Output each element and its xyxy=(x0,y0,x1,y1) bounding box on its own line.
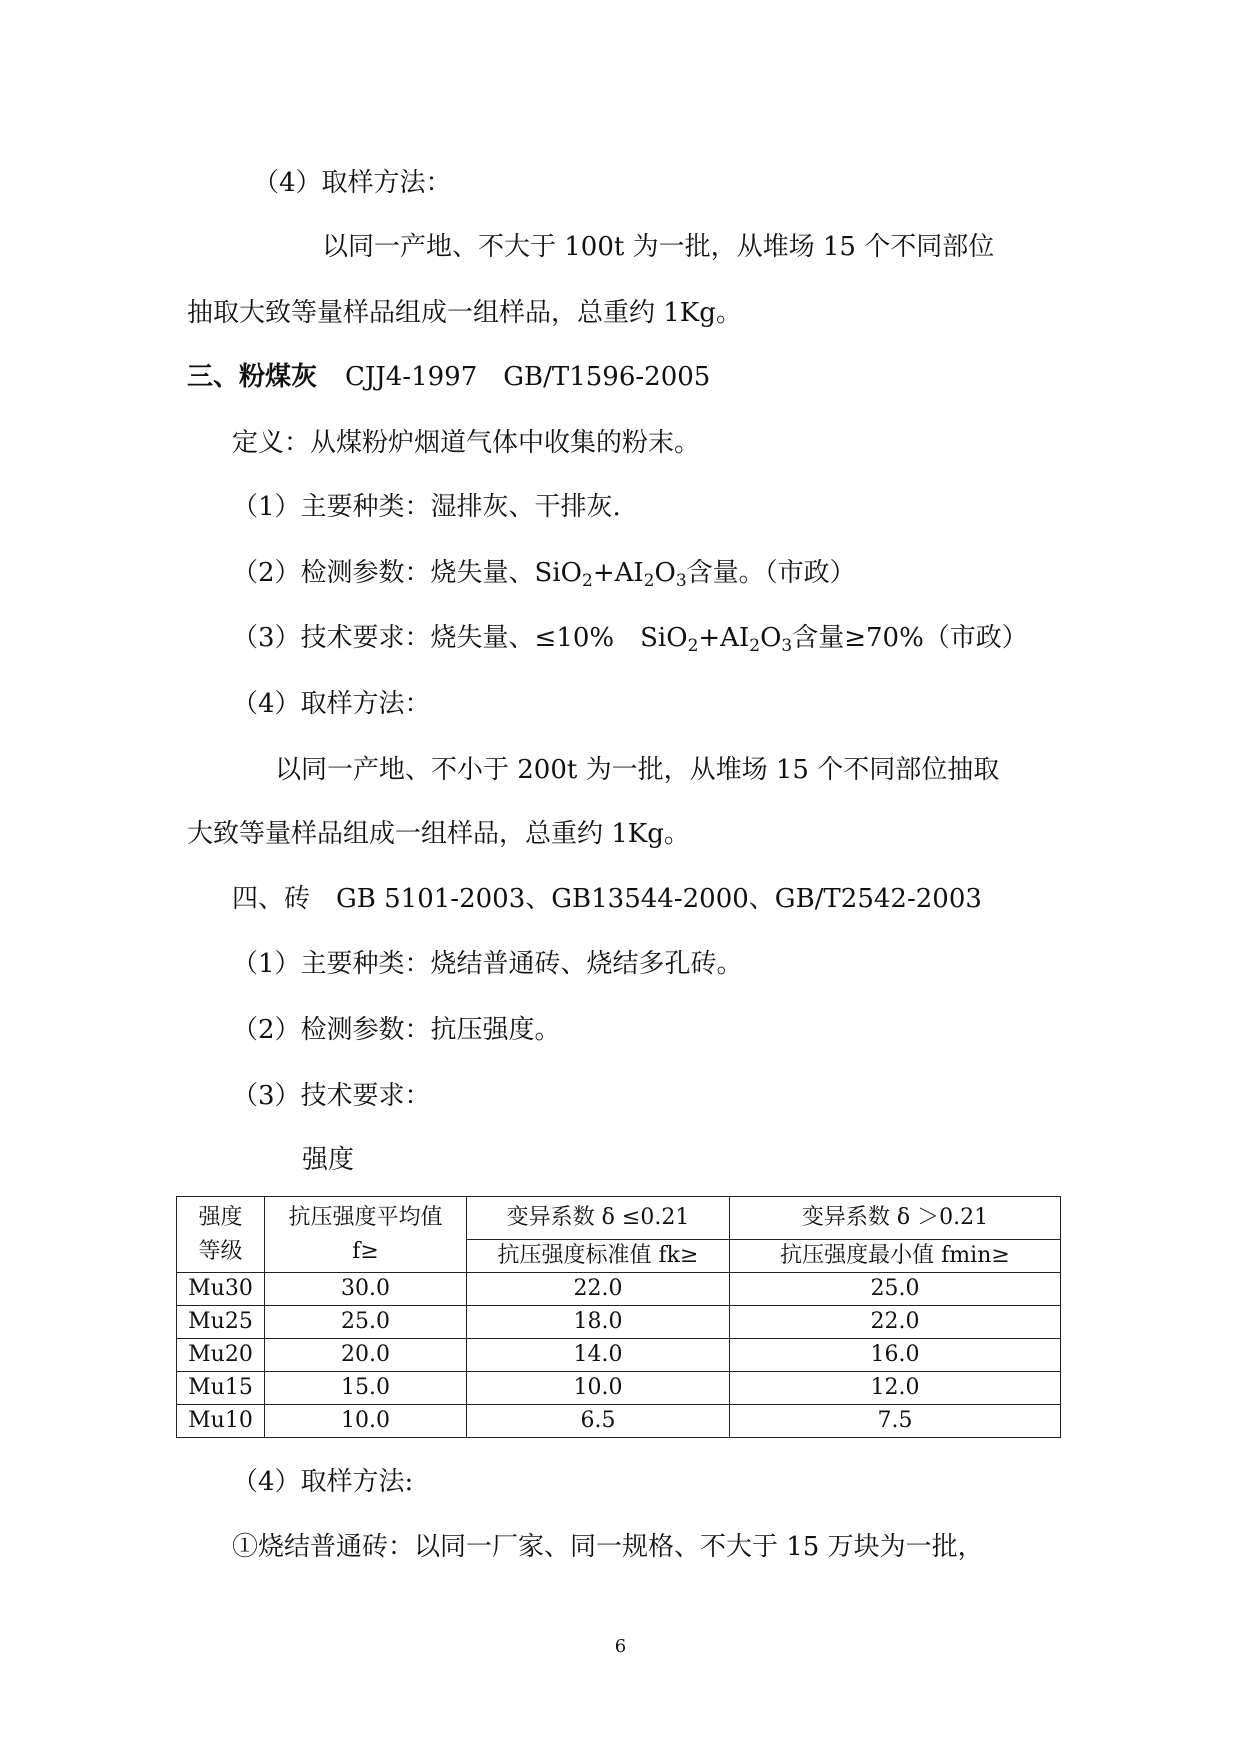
section-heading-fly-ash xyxy=(187,360,710,394)
list-item: （3）技术要求： xyxy=(232,1081,431,1111)
table-row: Mu25 25.0 18.0 22.0 xyxy=(177,1306,1061,1339)
paragraph-line: ①烧结普通砖：以同一厂家、同一规格、不大于 15 万块为一批， xyxy=(232,1532,984,1562)
list-item: （2）检测参数：抗压强度。 xyxy=(232,1015,561,1045)
list-item: （4）取样方法： xyxy=(232,689,431,719)
table-row: Mu20 20.0 14.0 16.0 xyxy=(177,1339,1061,1372)
paragraph-line: 大致等量样品组成一组样品，总重约 1Kg。 xyxy=(187,819,690,849)
header-cv-le: 变异系数 δ ≤0.21 xyxy=(467,1197,730,1240)
table-header-row xyxy=(177,1197,1061,1240)
definition-line: 定义：从煤粉炉烟道气体中收集的粉末。 xyxy=(232,428,701,458)
list-item: （1）主要种类：烧结普通砖、烧结多孔砖。 xyxy=(232,949,743,979)
sampling-method-heading: （4）取样方法： xyxy=(253,168,452,198)
header-fk: 抗压强度标准值 fk≥ xyxy=(467,1240,730,1273)
list-item: （3）技术要求：烧失量、≤10% $SiO_2+AI_2O_3$含量≥70%（市政） xyxy=(232,623,1028,656)
table-row: Mu30 30.0 22.0 25.0 xyxy=(177,1273,1061,1306)
header-cv-gt: 变异系数 δ ＞0.21 xyxy=(730,1197,1061,1240)
table-caption: 强度 xyxy=(302,1145,355,1175)
page-number: 6 xyxy=(614,1636,627,1657)
paragraph-line: 以同一产地、不小于 200t 为一批，从堆场 15 个不同部位抽取 xyxy=(275,755,1000,785)
list-item: （1）主要种类：湿排灰、干排灰. xyxy=(232,492,621,522)
table-row: Mu10 10.0 6.5 7.5 xyxy=(177,1405,1061,1438)
section-title: 三、粉煤灰 xyxy=(187,362,318,392)
strength-table xyxy=(176,1196,1061,1438)
header-fmin: 抗压强度最小值 fmin≥ xyxy=(730,1240,1061,1273)
list-item: （2）检测参数：烧失量、$SiO_2+AI_2O_3$含量。（市政） xyxy=(232,558,856,591)
paragraph-line: 抽取大致等量样品组成一组样品，总重约 1Kg。 xyxy=(187,298,742,328)
header-grade: 强度 等级 xyxy=(177,1197,265,1273)
paragraph-line: 以同一产地、不大于 100t 为一批，从堆场 15 个不同部位 xyxy=(322,232,995,262)
list-item: （4）取样方法: xyxy=(232,1467,414,1497)
header-average: 抗压强度平均值 f≥ xyxy=(265,1197,467,1273)
table-row: Mu15 15.0 10.0 12.0 xyxy=(177,1372,1061,1405)
section-heading-brick: 四、砖 GB 5101-2003、GB13544-2000、GB/T2542-2003 xyxy=(232,884,982,914)
section-standards: CJJ4-1997 GB/T1596-2005 xyxy=(345,362,711,392)
